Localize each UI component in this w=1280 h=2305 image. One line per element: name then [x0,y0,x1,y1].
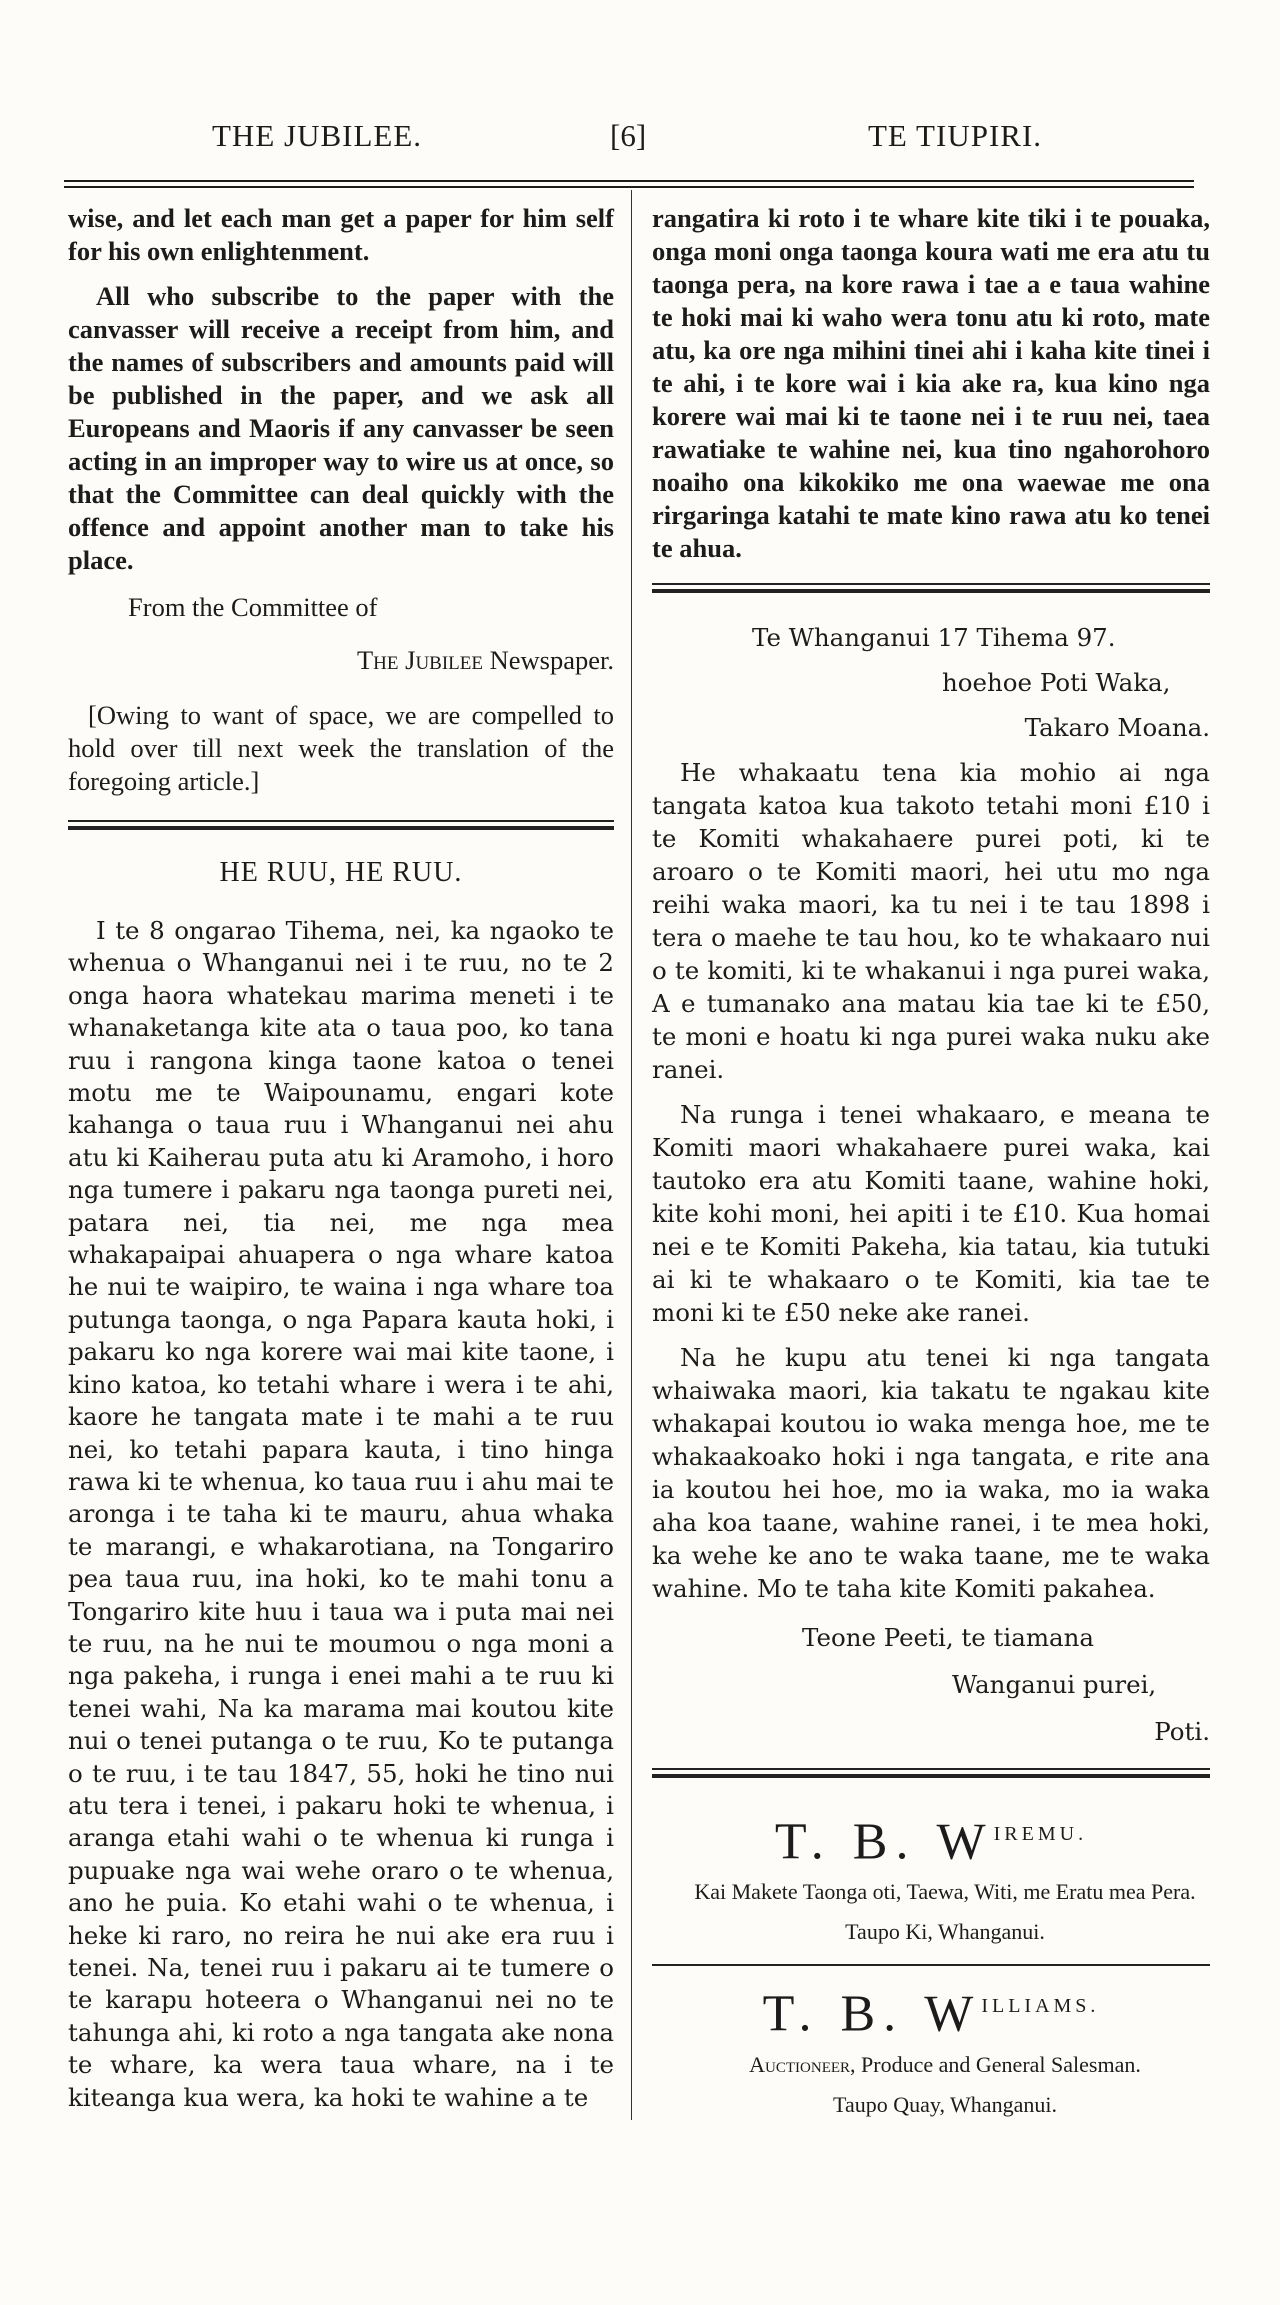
letter-signature-2: Wanganui purei, [952,1670,1157,1699]
advertisement-maori [652,1804,1210,1946]
advertiser-initials: T. B. W [762,1985,982,2043]
section-separator [68,820,614,834]
advertiser-initials: T. B. W [774,1813,994,1871]
header-title-english: THE JUBILEE. [212,118,423,153]
letter-signature-3: Poti. [1154,1717,1210,1746]
page-number: [6] [610,118,647,153]
page-header [0,118,1280,162]
signature-suffix: Newspaper. [483,645,614,675]
advertisement-english [652,1976,1210,2118]
section-separator [652,583,1210,597]
letter-paragraph: He whakaatu tena kia mohio ai nga tangata katoa kua takoto tetahi moni £10 i te Komiti whakahaere purei poti, ki te aroaro o te Komiti maori, hei utu mo nga reihi waka maori, ka tu nei i te tau 1898 i tera o maehe te tau hou, ko te whakaaro nui o te komiti, ki te whakanui i nga purei waka, A e tumanako ana matau kia tae ki te £50, te moni e hoatu ki nga purei waka nuku ake ranei. [652,758,1210,1084]
committee-notice [68,202,614,577]
letter-signature-1: Teone Peeti, te tiamana [802,1623,1095,1652]
boat-race-letter [652,621,1210,1748]
header-title-maori: TE TIUPIRI. [868,118,1043,153]
article-body: I te 8 ongarao Tihema, nei, ka ngaoko te whenua o Whanganui nei i te ruu, no te 2 onga haora whatekau marima meneti i te whanaketanga kite ata o taua poo, ko tana ruu i rangona kinga taone katoa o tenei motu me te Waipounamu, engari kote kahanga o taua ruu i Whanganui nei ahu atu ki Kaiherau puta atu ki Aramoho, i horo nga tumere i pakaru nga taonga pureti nei, patara nei, tia nei, me nga mea whakapaipai ahuapera o nga whare katoa he nui te waipiro, te waina i nga whare toa putunga taonga, o nga Papara kauta hoki, i pakaru ko nga korere wai mai kite taone, i kino katoa, ko tetahi whare i wera i te ahi, kaore he tangata mate i te mahi a te ruu nei, ko tetahi papara kauta, i tino hinga rawa ki te whenua, ko taua ruu i ahu mai te aronga i te taha ki te mauru, ahua whaka te marangi, e whakarotiana, na Tongariro pea taua ruu, ina hoki, ko te mahi tonu a Tongariro kite huu i taua wa i puta mai nei te ruu, na he nui te moumou o nga moni a nga pakeha, i runga i enei mahi a te ruu ki tenei wahi, Na ka marama mai koutou kite nui o tenei putanga o te ruu, Ko te putanga o te ruu, i te tau 1847, 55, hoki he tino nui atu tera i tenei, i pakaru hoki te whenua, i aranga etahi wahi o te whenua ki runga i pupuake nga wai wehe oraro o te whenua, ano he puia. Ko etahi wahi o te whenua, i heke ki raro, no reira he nui ake era ruu i tenei. Na, tenei ruu i pakaru ai te tumere o te karapu hoteera o Whanganui nei no te tahunga ahi, ki roto a nga tangata ake nona te whare, ka wera taua whare, na i te kiteanga kua wera, ka hoki te wahine a te [68,916,614,2112]
ad-description [652,2051,1210,2079]
signature-name: The Jubilee [357,645,483,675]
letter-dateline: Te Whanganui 17 Tihema 97. [752,623,1116,652]
article-heading: HE RUU, HE RUU. [219,857,463,888]
advertiser-surname: ILLIAMS. [981,1995,1100,2018]
ad-address: Taupo Quay, Whanganui. [833,2091,1057,2117]
header-rule-top [64,180,1194,182]
ad-separator [652,1964,1210,1966]
header-rule-bottom [64,186,1194,188]
notice-paragraph: All who subscribe to the paper with the canvasser will receive a receipt from him, and the names of subscribers and amounts paid will be published in the paper, and we ask all Europeans and Maoris if any canvasser be seen acting in an improper way to wire us at once, so that the Committee can deal quickly with the offence and appoint another man to take his place. [68,281,614,575]
advertiser-name-english [652,1976,1210,2044]
letter-paragraph: Na he kupu atu tenei ki nga tangata whaiwaka maori, kia takatu te ngakau kite whakapai koutou io waka menga hoe, me te whakaakoako hoki i nga tangata, e rite ana ia koutou hei hoe, mo ia waka, mo ia waka aha koa taane, wahine ranei, i te mea hoki, ka wehe ke ano te waka taane, me te waka wahine. Mo te taha kite Komiti pakahea. [652,1343,1210,1603]
ad-address: Taupo Ki, Whanganui. [845,1919,1045,1945]
letter-paragraph: Na runga i tenei whakaaro, e meana te Komiti maori whakahaere purei waka, kai tautoko era atu Komiti taane, wahine hoki, kite kohi moni, hei apiti i te £10. Kua homai nei e te Komiti Pakeha, kia tatau, kia tutuki ai ki te whakaaro o te Komiti, kia tae te moni ki te £50 neke ake ranei. [652,1100,1210,1327]
from-committee-line: From the Committee of [128,592,378,622]
advertiser-surname: IREMU. [993,1823,1088,1845]
left-column [68,202,614,2126]
committee-signature [68,644,614,677]
article-continuation: rangatira ki roto i te whare kite tiki i te pouaka, onga moni onga taonga koura wati me era atu tu taonga pera, na kore rawa i tae a e taua wahine te hoki mai ki waho wera tonu atu ki roto, mate atu, ka ore nga mihini tinei ahi i kaha kite tinei i te ahi, i te kore wai i kia ake ra, kua kino nga korere wai mai ki te taone nei i te ruu nei, taea rawatiake te wahine nei, kua tino ngahorohoro noaiho ona kikokiko me ona waewae me ona rirgaringa katahi te mate kino rawa atu ko tenei te ahua. [652,203,1210,563]
letter-salutation-2: Takaro Moana. [1024,713,1210,742]
editorial-note: [Owing to want of space, we are compelled to hold over till next week the translation of the foregoing article.] [68,700,614,796]
column-divider [631,190,632,2120]
notice-paragraph: wise, and let each man get a paper for him self for his own enlightenment. [68,203,614,266]
advertiser-name-maori [652,1804,1210,1872]
ad-occupation-rest: , Produce and General Salesman. [850,2051,1141,2077]
right-column [652,202,1210,2131]
section-separator [652,1768,1210,1782]
ad-occupation: Auctioneer [749,2051,851,2077]
letter-salutation: hoehoe Poti Waka, [942,668,1171,697]
ad-description: Kai Makete Taonga oti, Taewa, Witi, me Eratu mea Pera. [694,1879,1196,1905]
